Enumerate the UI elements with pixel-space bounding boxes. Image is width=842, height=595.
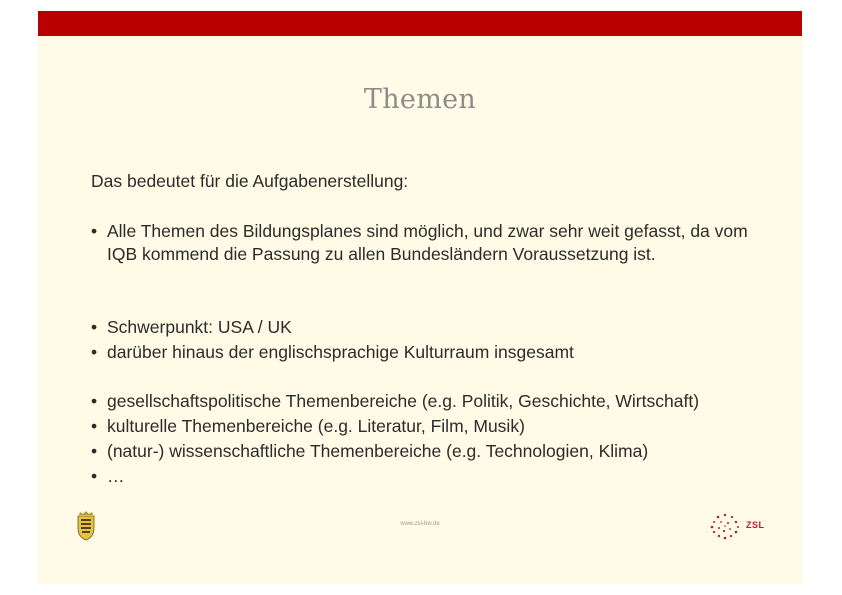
top-banner	[38, 11, 802, 36]
bullet-item	[91, 465, 781, 488]
bullet-text: darüber hinaus der englischsprachige Kulturraum insgesamt	[107, 342, 574, 362]
bullet-text: Schwerpunkt: USA / UK	[107, 317, 292, 337]
bullet-dot: •	[91, 441, 98, 461]
bullet-dot: •	[91, 466, 98, 486]
bullet-text: gesellschaftspolitische Themenbereiche (e.g. Politik, Geschichte, Wirtschaft)	[107, 391, 700, 411]
bullet-text: (natur-) wissenschaftliche Themenbereiche (e.g. Technologien, Klima)	[107, 441, 649, 461]
bullet-text: …	[107, 466, 125, 486]
bullet-item	[91, 440, 781, 463]
bullet-dot: •	[91, 416, 98, 436]
bullet-text: kulturelle Themenbereiche (e.g. Literatur, Film, Musik)	[107, 416, 525, 436]
bullet-item	[91, 415, 781, 438]
logo-text: ZSL	[746, 520, 765, 530]
bullet-item	[91, 390, 781, 413]
bullet-item	[91, 220, 781, 266]
bullet-dot: •	[91, 391, 98, 411]
slide-title: Themen	[363, 84, 477, 115]
bullet-item	[91, 316, 781, 339]
bullet-dot: •	[91, 221, 98, 241]
zsl-dots-logo-icon	[708, 511, 768, 541]
intro-text: Das bedeutet für die Aufgabenerstellung:	[91, 171, 409, 191]
footer-url: www.zsl-bw.de	[400, 521, 440, 527]
slide	[38, 11, 802, 584]
bullet-dot: •	[91, 317, 98, 337]
bullet-item	[91, 341, 781, 364]
bullet-dot: •	[91, 342, 98, 362]
bullet-text: Alle Themen des Bildungsplanes sind möglich, und zwar sehr weit gefasst, da vom IQB kommend die Passung zu allen Bundesländern Voraussetzung ist.	[107, 221, 748, 264]
